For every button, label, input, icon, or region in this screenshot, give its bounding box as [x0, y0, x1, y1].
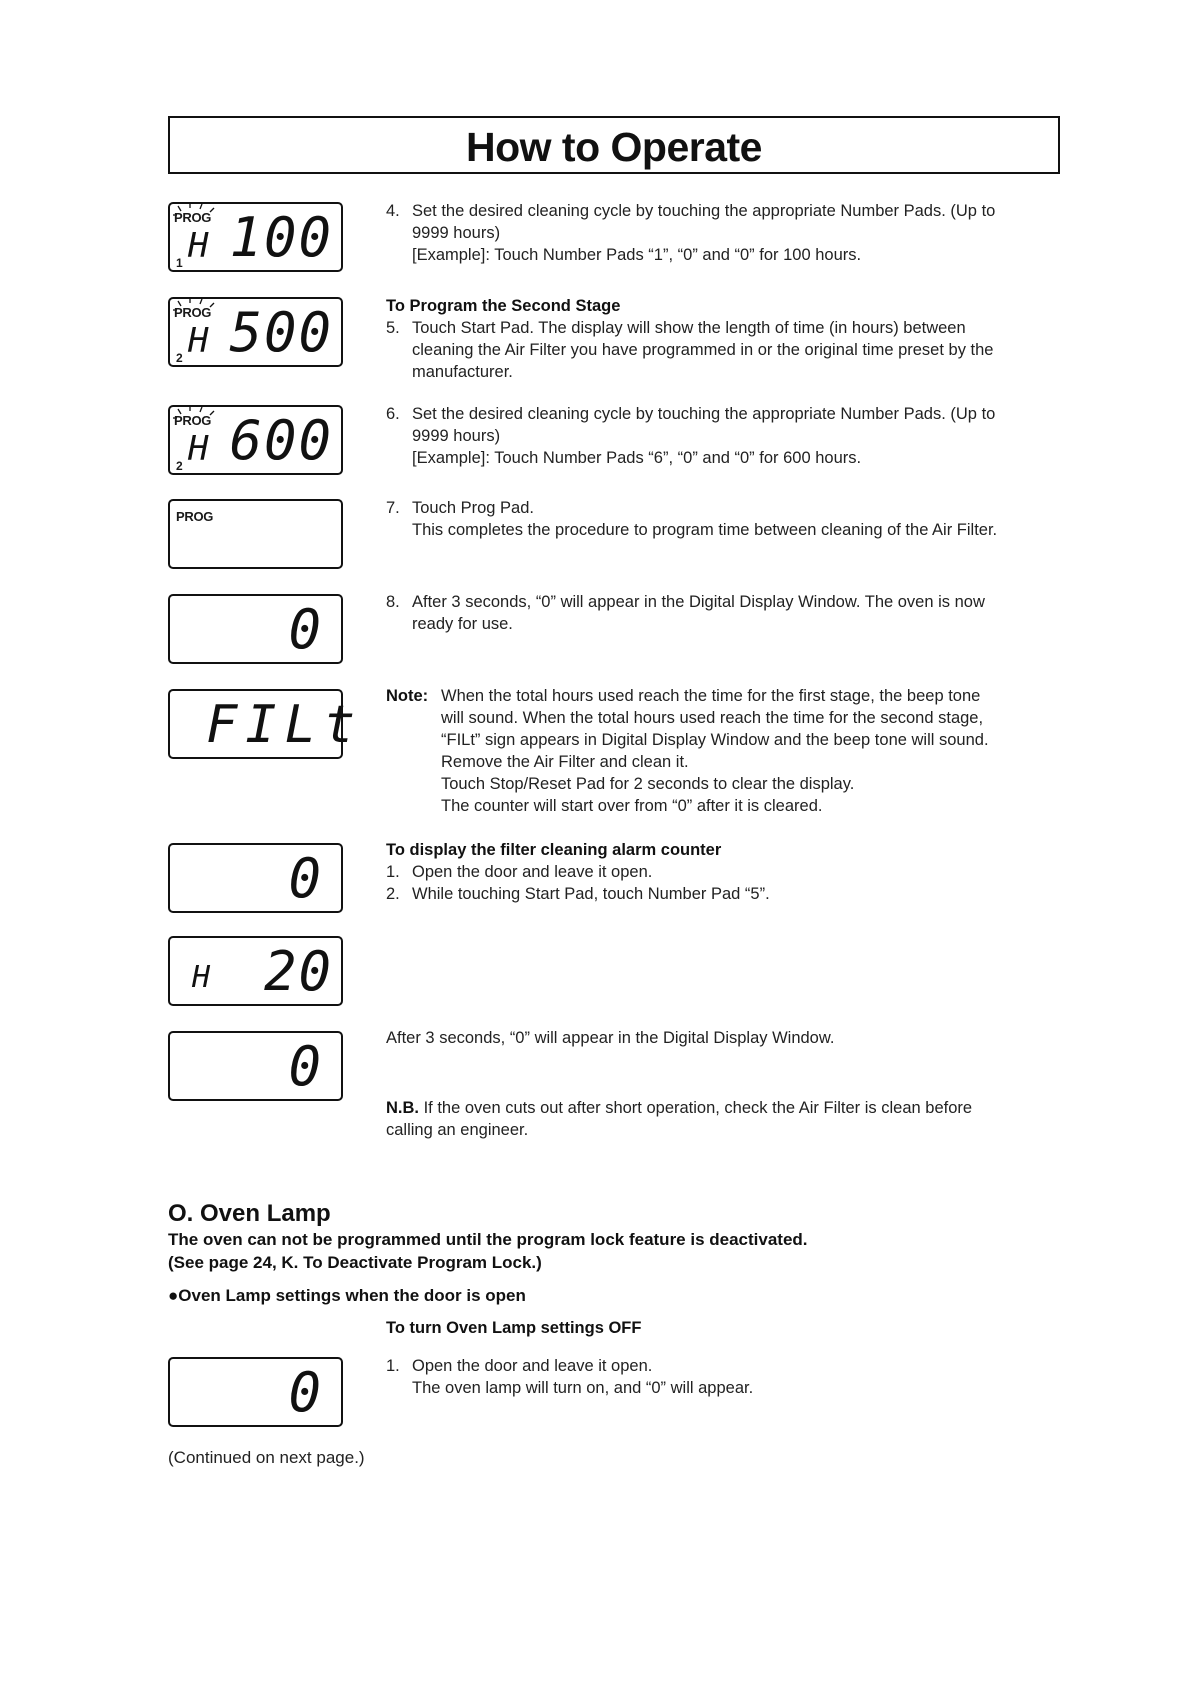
prog-indicator: PROG	[174, 210, 212, 225]
stage-indicator: 1	[176, 256, 183, 270]
display-digits: 600	[229, 409, 333, 472]
display-digits: 0	[288, 1035, 323, 1098]
lcd-display-600	[168, 405, 343, 475]
step-number: 1.	[386, 1357, 400, 1375]
step-number: 4.	[386, 202, 400, 220]
step-text: 9999 hours)	[412, 427, 501, 445]
lcd-display-zero	[168, 594, 343, 664]
note-text: “FILt” sign appears in Digital Display Window and the beep tone will sound.	[441, 731, 989, 749]
step-number: 7.	[386, 499, 400, 517]
section-heading: To turn Oven Lamp settings OFF	[386, 1319, 642, 1337]
stage-indicator: 2	[176, 459, 183, 473]
bullet-text: Oven Lamp settings when the door is open	[178, 1286, 526, 1305]
step-text: Touch Start Pad. The display will show the length of time (in hours) between	[412, 319, 966, 337]
section-heading: To display the filter cleaning alarm counter	[386, 841, 722, 859]
step-text: Set the desired cleaning cycle by touching the appropriate Number Pads. (Up to	[412, 202, 996, 220]
step-8	[386, 591, 1062, 635]
display-digits: 100	[229, 206, 333, 269]
note-text: Touch Stop/Reset Pad for 2 seconds to clear the display.	[441, 775, 855, 793]
section-heading: To Program the Second Stage	[386, 297, 621, 315]
note-text: Remove the Air Filter and clean it.	[441, 753, 689, 771]
lcd-display-filt	[168, 689, 364, 759]
display-digits: 0	[288, 598, 323, 661]
step-text: Touch Prog Pad.	[412, 499, 534, 517]
step-6	[386, 403, 1062, 469]
step-text: [Example]: Touch Number Pads “1”, “0” and “0” for 100 hours.	[412, 246, 862, 264]
lcd-display-zero	[168, 1357, 343, 1427]
h-indicator: H	[188, 226, 209, 266]
h-indicator: H	[188, 429, 209, 469]
nb-label: N.B.	[386, 1099, 419, 1117]
step-7	[386, 497, 1062, 541]
step-text: The oven lamp will turn on, and “0” will appear.	[412, 1379, 754, 1397]
display-digits: 0	[288, 1361, 323, 1424]
nb-block	[386, 1097, 1062, 1141]
step-text: After 3 seconds, “0” will appear in the Digital Display Window. The oven is now	[412, 593, 985, 611]
warning-text: (See page 24, K. To Deactivate Program Lock.)	[168, 1253, 542, 1272]
counter-section	[386, 839, 1062, 905]
display-digits: 500	[229, 301, 333, 364]
step-number: 8.	[386, 593, 400, 611]
step-text: cleaning the Air Filter you have programmed in or the original time preset by the	[412, 341, 994, 359]
h-indicator: H	[192, 960, 211, 995]
step-text: Open the door and leave it open.	[412, 1357, 653, 1375]
bullet-line	[168, 1285, 526, 1307]
lcd-display-h20	[168, 936, 343, 1006]
nb-text: calling an engineer.	[386, 1121, 529, 1139]
note-text: will sound. When the total hours used reach the time for the second stage,	[441, 709, 984, 727]
note-text: When the total hours used reach the time for the first stage, the beep tone	[441, 687, 981, 705]
step-text: This completes the procedure to program time between cleaning of the Air Filter.	[412, 521, 998, 539]
step-text: While touching Start Pad, touch Number Pad “5”.	[412, 885, 770, 903]
display-digits: 20	[263, 940, 333, 1003]
lcd-display-prog	[168, 499, 343, 569]
note-text: The counter will start over from “0” after it is cleared.	[441, 797, 823, 815]
display-filt-text: FILt	[206, 695, 364, 755]
lcd-display-zero	[168, 843, 343, 913]
bullet-icon: ●	[168, 1286, 179, 1305]
lcd-display-zero	[168, 1031, 343, 1101]
after-text: After 3 seconds, “0” will appear in the Digital Display Window.	[386, 1029, 835, 1047]
step-number: 1.	[386, 863, 400, 881]
stage-indicator: 2	[176, 351, 183, 365]
lamp-step-1	[386, 1355, 1062, 1399]
step-text: Set the desired cleaning cycle by touching the appropriate Number Pads. (Up to	[412, 405, 996, 423]
continued-note: (Continued on next page.)	[168, 1448, 365, 1467]
step-number: 2.	[386, 885, 400, 903]
second-stage-section	[386, 295, 1062, 383]
lcd-display-500	[168, 297, 343, 367]
step-text: manufacturer.	[412, 363, 513, 381]
step-text: [Example]: Touch Number Pads “6”, “0” and “0” for 600 hours.	[412, 449, 862, 467]
page-title-box	[168, 116, 1060, 174]
step-number: 6.	[386, 405, 400, 423]
lcd-display-100	[168, 202, 343, 272]
step-text: ready for use.	[412, 615, 513, 633]
step-4	[386, 200, 1062, 266]
display-digits: 0	[288, 847, 323, 910]
prog-indicator: PROG	[174, 305, 212, 320]
prog-indicator: PROG	[176, 509, 214, 524]
nb-text: If the oven cuts out after short operation, check the Air Filter is clean before	[423, 1099, 973, 1117]
note-block	[386, 685, 1062, 817]
note-label: Note:	[386, 687, 429, 705]
h-indicator: H	[188, 321, 209, 361]
step-number: 5.	[386, 319, 400, 337]
step-text: Open the door and leave it open.	[412, 863, 653, 881]
page-title: How to Operate	[466, 124, 762, 170]
step-text: 9999 hours)	[412, 224, 501, 242]
warning-text: The oven can not be programmed until the program lock feature is deactivated.	[168, 1230, 808, 1249]
section-title: O. Oven Lamp	[168, 1200, 331, 1227]
prog-indicator: PROG	[174, 413, 212, 428]
